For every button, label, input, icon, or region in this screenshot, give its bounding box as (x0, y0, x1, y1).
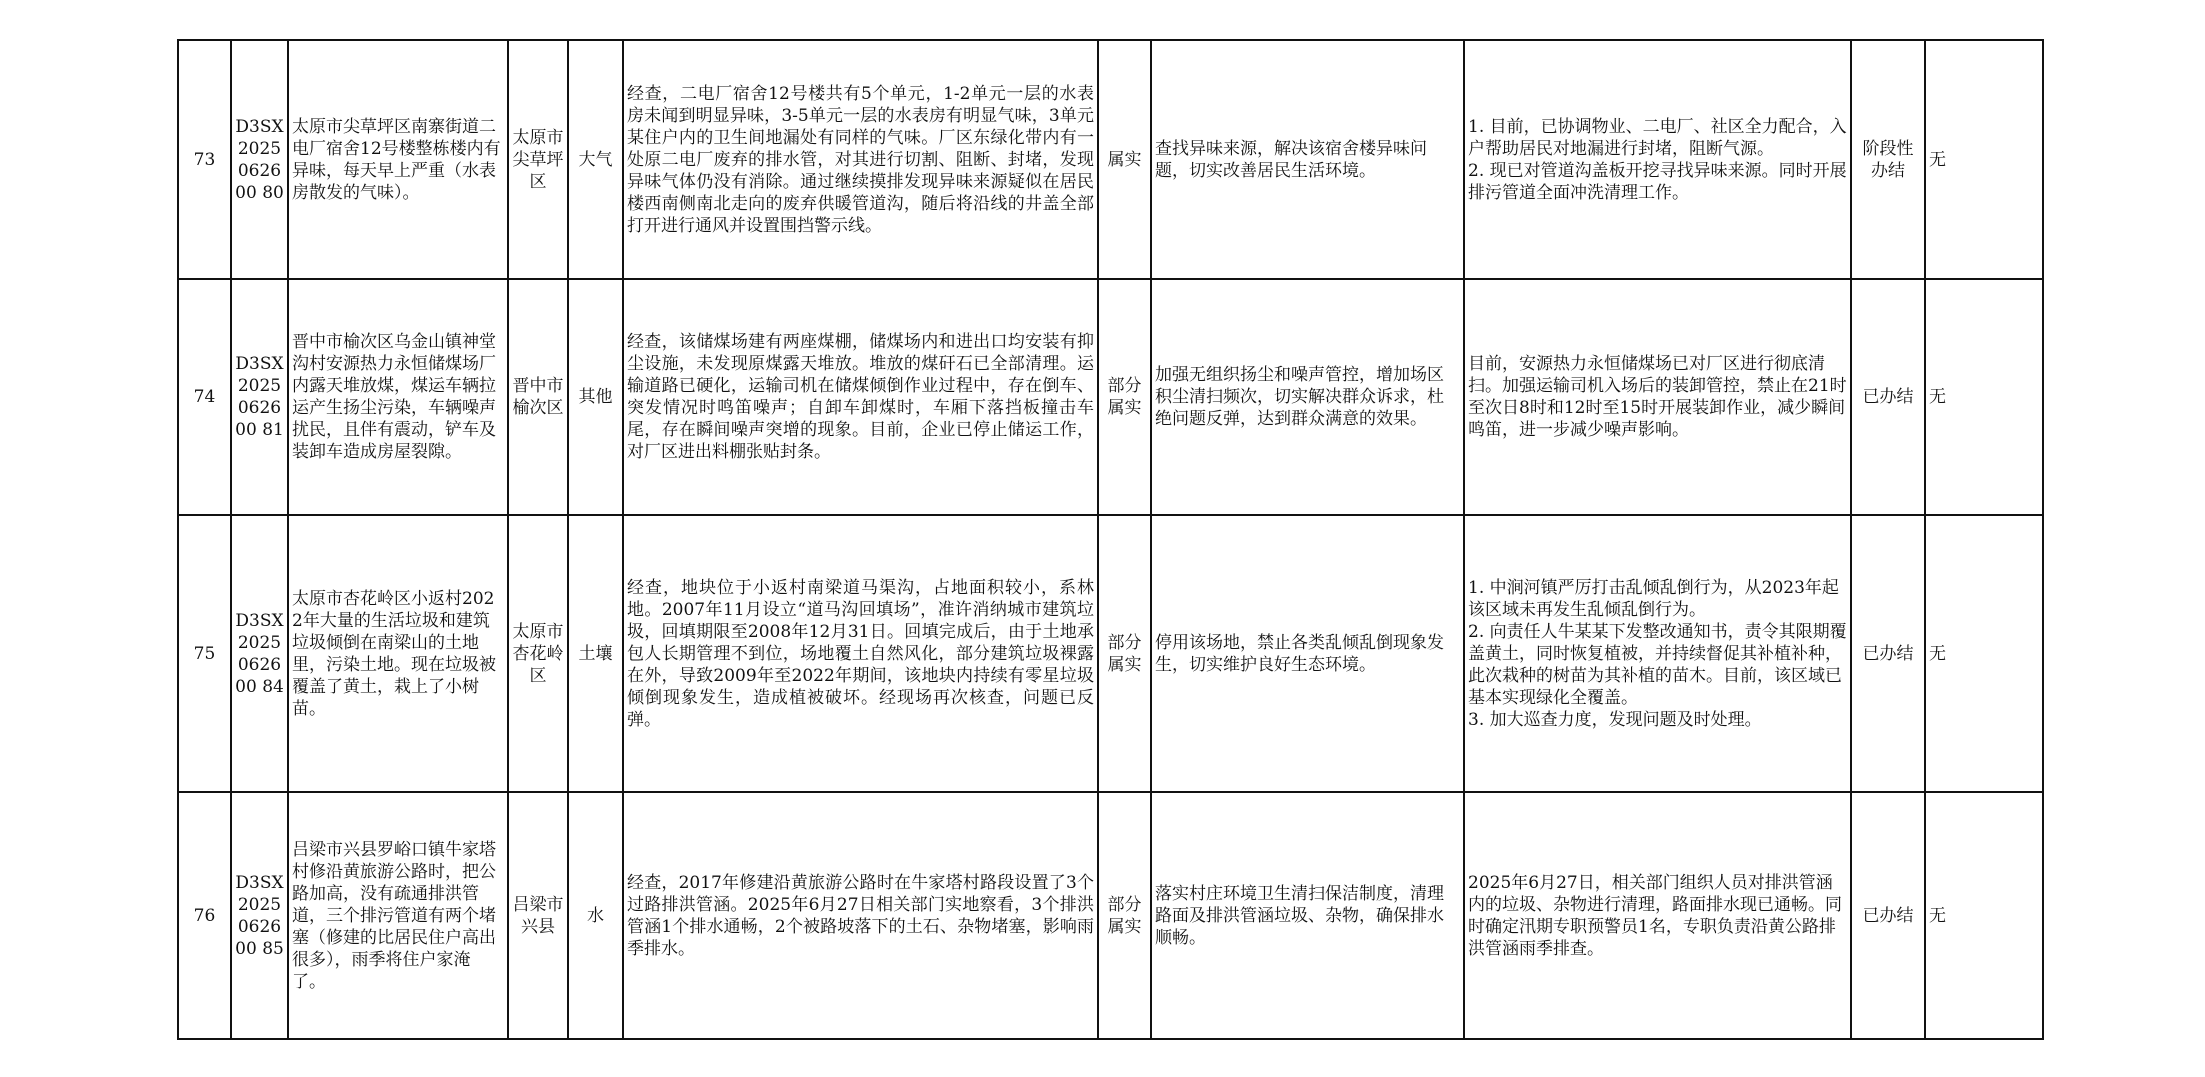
accountability: 无 (1925, 515, 2043, 792)
result-line: 2. 现已对管道沟盖板开挖寻找异味来源。同时开展排污管道全面冲洗清理工作。 (1468, 160, 1847, 203)
row-number: 75 (178, 515, 231, 792)
case-code: D3SX2025062600 80 (231, 40, 288, 279)
case-code: D3SX2025062600 84 (231, 515, 288, 792)
complaint-content: 太原市杏花岭区小返村2022年大量的生活垃圾和建筑垃圾倾倒在南梁山的土地里，污染土地。现在垃圾被覆盖了黄土，栽上了小树苗。 (288, 515, 508, 792)
handling-result (1464, 279, 1851, 515)
complaint-content: 吕梁市兴县罗峪口镇牛家塔村修沿黄旅游公路时，把公路加高，没有疏通排洪管道，三个排污管道有两个堵塞（修建的比居民住户高出很多），雨季将住户家淹了。 (288, 792, 508, 1039)
region: 太原市尖草坪区 (508, 40, 568, 279)
table-row (178, 792, 2043, 1039)
result-line: 2. 向责任人牛某某下发整改通知书，责令其限期覆盖黄土，同时恢复植被，并持续督促其补植补种，此次栽种的树苗为其补植的苗木。目前，该区域已基本实现绿化全覆盖。 (1468, 621, 1847, 708)
row-number: 74 (178, 279, 231, 515)
investigation-result: 经查，2017年修建沿黄旅游公路时在牛家塔村路段设置了3个过路排洪管涵。2025年6月27日相关部门实地察看，3个排洪管涵1个排水通畅，2个被路坡落下的土石、杂物堵塞，影响雨季排水。 (623, 792, 1098, 1039)
table-row (178, 515, 2043, 792)
result-line: 1. 中涧河镇严厉打击乱倾乱倒行为，从2023年起该区域未再发生乱倾乱倒行为。 (1468, 577, 1839, 620)
region: 太原市杏花岭区 (508, 515, 568, 792)
complaint-table (177, 39, 2044, 1040)
investigation-result: 经查，二电厂宿舍12号楼共有5个单元，1-2单元一层的水表房未闻到明显异味，3-5单元一层的水表房有明显气味，3单元某住户内的卫生间地漏处有同样的气味。厂区东绿化带内有一处原二电厂废弃的排水管，对其进行切割、阻断、封堵，发现异味气体仍没有消除。通过继续摸排发现异味来源疑似在居民楼西南侧南北走向的废弃供暖管道沟，随后将沿线的井盖全部打开进行通风并设置围挡警示线。 (623, 40, 1098, 279)
pollution-type: 水 (568, 792, 623, 1039)
completion-status: 已办结 (1851, 792, 1925, 1039)
completion-status: 已办结 (1851, 279, 1925, 515)
table-body (178, 40, 2043, 1039)
investigation-result: 经查，该储煤场建有两座煤棚，储煤场内和进出口均安装有抑尘设施，未发现原煤露天堆放。堆放的煤矸石已全部清理。运输道路已硬化，运输司机在储煤倾倒作业过程中，存在倒车、突发情况时鸣笛噪声；自卸车卸煤时，车厢下落挡板撞击车尾，存在瞬间噪声突增的现象。目前，企业已停止储运工作，对厂区进出料棚张贴封条。 (623, 279, 1098, 515)
handling-requirement: 停用该场地，禁止各类乱倾乱倒现象发生，切实维护良好生态环境。 (1151, 515, 1464, 792)
handling-result (1464, 515, 1851, 792)
handling-result (1464, 792, 1851, 1039)
result-line: 目前，安源热力永恒储煤场已对厂区进行彻底清扫。加强运输司机入场后的装卸管控，禁止在21时至次日8时和12时至15时开展装卸作业，减少瞬间鸣笛，进一步减少噪声影响。 (1468, 354, 1847, 440)
verdict: 属实 (1098, 40, 1151, 279)
verdict: 部分属实 (1098, 279, 1151, 515)
verdict: 部分属实 (1098, 792, 1151, 1039)
pollution-type: 其他 (568, 279, 623, 515)
result-line: 2025年6月27日，相关部门组织人员对排洪管涵内的垃圾、杂物进行清理，路面排水现已通畅。同时确定汛期专职预警员1名，专职负责沿黄公路排洪管涵雨季排查。 (1468, 872, 1842, 959)
completion-status: 已办结 (1851, 515, 1925, 792)
complaint-content: 太原市尖草坪区南寨街道二电厂宿舍12号楼整栋楼内有异味，每天早上严重（水表房散发的气味）。 (288, 40, 508, 279)
accountability: 无 (1925, 279, 2043, 515)
row-number: 73 (178, 40, 231, 279)
investigation-result: 经查，地块位于小返村南梁道马渠沟，占地面积较小，系林地。2007年11月设立“道马沟回填场”，准许消纳城市建筑垃圾，回填期限至2008年12月31日。回填完成后，由于土地承包人长期管理不到位，场地覆土自然风化，部分建筑垃圾裸露在外，导致2009年至2022年期间，该地块内持续有零星垃圾倾倒现象发生，造成植被破坏。经现场再次核查，问题已反弹。 (623, 515, 1098, 792)
complaint-content: 晋中市榆次区乌金山镇神堂沟村安源热力永恒储煤场厂内露天堆放煤，煤运车辆拉运产生扬尘污染，车辆噪声扰民，且伴有震动，铲车及装卸车造成房屋裂隙。 (288, 279, 508, 515)
handling-requirement: 查找异味来源，解决该宿舍楼异味问题，切实改善居民生活环境。 (1151, 40, 1464, 279)
accountability: 无 (1925, 792, 2043, 1039)
region: 吕梁市兴县 (508, 792, 568, 1039)
case-code: D3SX2025062600 81 (231, 279, 288, 515)
case-code: D3SX2025062600 85 (231, 792, 288, 1039)
pollution-type: 大气 (568, 40, 623, 279)
verdict: 部分属实 (1098, 515, 1151, 792)
region: 晋中市榆次区 (508, 279, 568, 515)
table-row (178, 279, 2043, 515)
handling-requirement: 加强无组织扬尘和噪声管控，增加场区积尘清扫频次，切实解决群众诉求，杜绝问题反弹，达到群众满意的效果。 (1151, 279, 1464, 515)
handling-requirement: 落实村庄环境卫生清扫保洁制度，清理路面及排洪管涵垃圾、杂物，确保排水顺畅。 (1151, 792, 1464, 1039)
handling-result (1464, 40, 1851, 279)
accountability: 无 (1925, 40, 2043, 279)
pollution-type: 土壤 (568, 515, 623, 792)
completion-status: 阶段性办结 (1851, 40, 1925, 279)
result-line: 1. 目前，已协调物业、二电厂、社区全力配合，入户帮助居民对地漏进行封堵，阻断气源。 (1468, 116, 1847, 159)
table-row (178, 40, 2043, 279)
result-line: 3. 加大巡查力度，发现问题及时处理。 (1468, 709, 1762, 730)
row-number: 76 (178, 792, 231, 1039)
